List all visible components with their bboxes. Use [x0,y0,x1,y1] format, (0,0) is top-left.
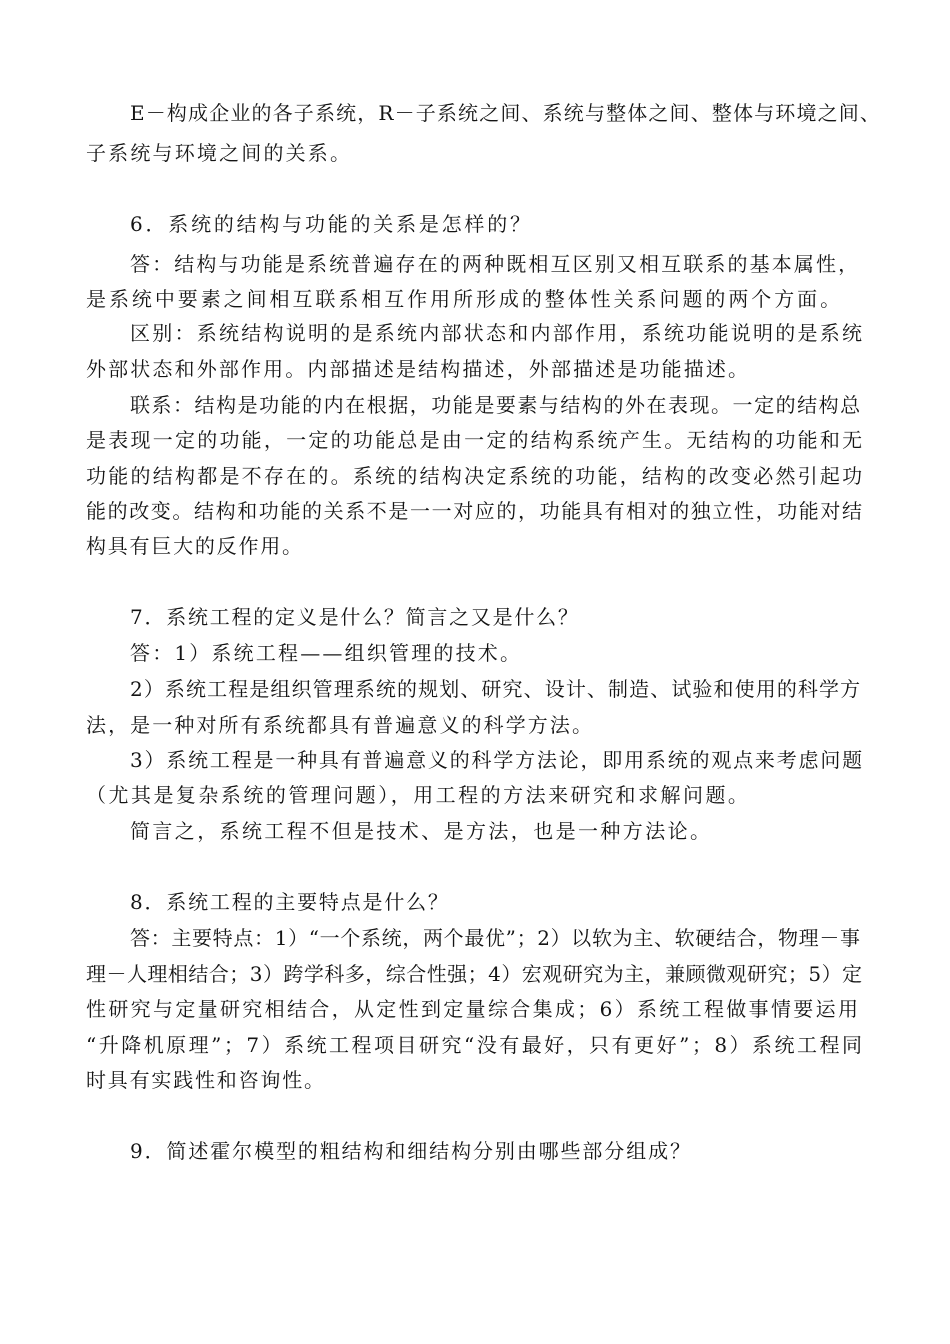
text-line: 法，是一种对所有系统都具有普遍意义的科学方法。 [86,713,595,737]
question-heading: 7．系统工程的定义是什么？简言之又是什么？ [130,605,580,629]
text-line: 性研究与定量研究相结合，从定性到定量综合集成；6）系统工程做事情要运用 [86,997,861,1021]
text-line: 2）系统工程是组织管理系统的规划、研究、设计、制造、试验和使用的科学方 [130,677,862,701]
question-heading: 6．系统的结构与功能的关系是怎样的？ [130,212,533,236]
text-line: E－构成企业的各子系统，R－子系统之间、系统与整体之间、整体与环境之间、 [130,101,882,125]
text-line: 子系统与环境之间的关系。 [86,141,353,165]
question-heading: 8．系统工程的主要特点是什么？ [130,890,450,914]
text-line: 是表现一定的功能，一定的功能总是由一定的结构系统产生。无结构的功能和无 [86,428,865,452]
text-line: 能的改变。结构和功能的关系不是一一对应的，功能具有相对的独立性，功能对结 [86,499,864,523]
text-line: 理－人理相结合；3）跨学科多，综合性强；4）宏观研究为主，兼顾微观研究；5）定 [86,962,863,986]
text-line: 外部状态和外部作用。内部描述是结构描述，外部描述是功能描述。 [86,357,751,381]
text-line: 简言之，系统工程不但是技术、是方法，也是一种方法论。 [130,819,713,843]
text-line: 答：主要特点：1）“一个系统，两个最优”；2）以软为主、软硬结合，物理－事 [130,926,861,950]
question-heading: 9．简述霍尔模型的粗结构和细结构分别由哪些部分组成？ [130,1139,692,1163]
text-line: “升降机原理”；7）系统工程项目研究“没有最好，只有更好”；8）系统工程同 [86,1033,865,1057]
text-line: 答：1）系统工程——组织管理的技术。 [130,641,523,665]
text-line: 答：结构与功能是系统普遍存在的两种既相互区别又相互联系的基本属性， [130,252,861,276]
text-line: 3）系统工程是一种具有普遍意义的科学方法论，即用系统的观点来考虑问题 [130,748,864,772]
text-line: 联系：结构是功能的内在根据，功能是要素与结构的外在表现。一定的结构总 [130,393,862,417]
text-line: 是系统中要素之间相互联系相互作用所形成的整体性关系问题的两个方面。 [86,287,844,311]
text-line: 构具有巨大的反作用。 [86,534,304,558]
text-line: 功能的结构都是不存在的。系统的结构决定系统的功能，结构的改变必然引起功 [86,464,865,488]
text-line: （尤其是复杂系统的管理问题），用工程的方法来研究和求解问题。 [86,783,751,807]
text-line: 时具有实践性和咨询性。 [86,1068,326,1092]
text-line: 区别：系统结构说明的是系统内部状态和内部作用，系统功能说明的是系统 [130,321,865,345]
